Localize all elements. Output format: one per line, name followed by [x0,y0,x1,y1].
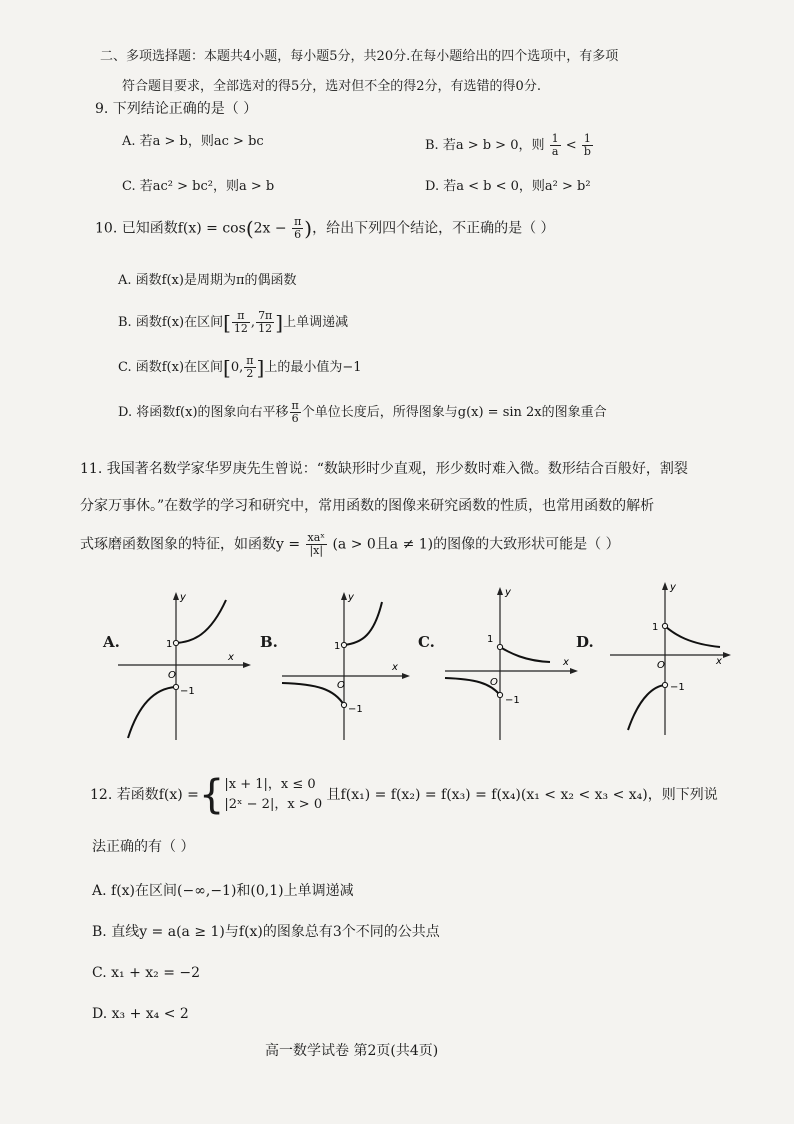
graph-c-one: 1 [487,634,494,645]
graph-a-origin: O [168,670,176,681]
graph-a-neg-one: −1 [180,686,195,697]
q12-case1: |x + 1|，x ≤ 0 [224,777,316,792]
q9-stem: 9. 下列结论正确的是（ ） [95,101,258,117]
q9-option-b-frac1: $\frac{1}{a}$ [551,132,559,158]
q9-option-b-frac2: $\frac{1}{b}$ [583,132,591,158]
q11-line3-frac: $\frac{\text{xaˣ}}{|x|}$ [307,531,325,557]
q12-stem: 12. 若函数f(x) ={ |x + 1|，x ≤ 0 |2ˣ − 2|，x > 0 且f(x₁) = f(x₂) = f(x₃) = f(x₄)(x₁ < x₂ < x₃ < x₄)，则下列说 [90,772,718,818]
page-footer: 高一数学试卷 第2页(共4页) [265,1043,439,1059]
q11-graph-c [445,585,580,749]
q12-option-c: C. x₁ + x₂ = −2 [92,965,201,981]
q9-option-a: A. 若a > b，则ac > bc [122,134,264,149]
q10-option-a: A. 函数f(x)是周期为π的偶函数 [118,273,297,288]
q9-option-b-lt: < [565,138,577,153]
q10-option-d-frac: $\frac{\pi}{6}$ [291,399,299,425]
q10-option-b: B. 函数f(x)在区间[ $\frac{\pi}{12}$ , $\frac{7\pi}{12}$ ]上单调递减 [118,309,349,335]
q12-suffix: 且f(x₁) = f(x₂) = f(x₃) = f(x₄)(x₁ < x₂ < x₃ < x₄)，则下列说 [326,787,718,803]
q9-option-b [425,133,594,158]
q12-option-a: A. f(x)在区间(−∞,−1)和(0,1)上单调递减 [92,883,354,899]
q10-option-c-frac: $\frac{\pi}{2}$ [246,354,254,380]
q12-prefix: 12. 若函数f(x) = [90,787,199,803]
q10-option-c-zero: 0, [230,360,244,375]
q11-graph-a [118,590,253,749]
q11-option-c-label: C. [418,633,435,651]
graph-a-x-label: x [228,652,234,663]
q9-option-d: D. 若a < b < 0，则a² > b² [425,179,591,194]
graph-d-x-label: x [716,656,722,667]
graph-b-origin: O [337,680,345,691]
q11-option-d-label: D. [576,633,594,651]
section-header-line1: 二、多项选择题：本题共4小题，每小题5分，共20分.在每小题给出的四个选项中，有多项 [100,49,619,64]
graph-d-origin: O [657,660,665,671]
graph-b-y-label: y [348,592,354,603]
graph-b-one: 1 [334,641,341,652]
q11-line3 [80,532,620,557]
q9-option-b-prefix: B. 若a > b > 0，则 [425,138,545,153]
q11-graph-d-svg [610,580,740,740]
graph-c-y-label: y [505,587,511,598]
graph-b-neg-one: −1 [348,704,363,715]
q12-option-d: D. x₃ + x₄ < 2 [92,1006,189,1022]
q10-option-d-prefix: D. 将函数f(x)的图象向右平移 [118,405,289,420]
section-header-line2: 符合题目要求，全部选对的得5分，选对但不全的得2分，有选错的得0分. [122,79,541,94]
graph-a-one: 1 [166,639,173,650]
q11-line1: 11. 我国著名数学家华罗庚先生曾说：“数缺形时少直观，形少数时难入微。数形结合百般好，割裂 [80,461,688,477]
graph-c-neg-one: −1 [505,695,520,706]
q11-line3-prefix: 式琢磨函数图象的特征，如函数y = [80,536,301,553]
q10-stem-suffix: ，给出下列四个结论，不正确的是（ ） [312,220,555,237]
q9-option-c: C. 若ac² > bc²，则a > b [122,179,275,194]
q10-option-b-frac1: $\frac{\pi}{12}$ [233,309,248,335]
graph-b-x-label: x [392,662,398,673]
q11-option-b-label: B. [260,633,278,651]
graph-d-y-label: y [670,582,676,593]
q10-option-b-prefix: B. 函数f(x)在区间 [118,315,224,330]
graph-d-neg-one: −1 [670,682,685,693]
q12-cases [224,775,322,815]
graph-d-one: 1 [652,622,659,633]
q10-option-c-suffix: 上的最小值为−1 [264,360,362,375]
q10-option-c-prefix: C. 函数f(x)在区间 [118,360,224,375]
q10-stem-prefix: 10. 已知函数f(x) = cos [95,220,246,237]
q10-option-b-suffix: 上单调递减 [283,315,349,330]
graph-c-origin: O [490,677,498,688]
q12-option-b: B. 直线y = a(a ≥ 1)与f(x)的图象总有3个不同的公共点 [92,924,440,940]
q12-case2: |2ˣ − 2|，x > 0 [224,797,323,812]
q12-line2: 法正确的有（ ） [92,839,195,855]
q10-stem-arg: 2x − [253,220,287,237]
q10-stem: 10. 已知函数f(x) = cos(2x − $\frac{\pi}{6}$ )，给出下列四个结论，不正确的是（ ） [95,215,555,241]
q10-option-c: C. 函数f(x)在区间[0, $\frac{\pi}{2}$ ]上的最小值为−1 [118,354,362,380]
q11-line2: 分家万事休。”在数学的学习和研究中，常用函数的图像来研究函数的性质，也常用函数的解析 [80,498,655,514]
q10-option-d-suffix: 个单位长度后，所得图象与g(x) = sin 2x的图象重合 [301,405,607,420]
q10-stem-frac: $\frac{\pi}{6}$ [294,215,302,241]
q11-graph-a-svg [118,590,253,745]
q11-graph-b [282,590,417,749]
graph-c-x-label: x [563,657,569,668]
q10-option-d [118,400,607,425]
q11-option-a-label: A. [103,633,120,651]
q11-graph-b-svg [282,590,417,745]
q11-graph-d [610,580,740,744]
q11-graph-c-svg [445,585,580,745]
q10-option-b-frac2: $\frac{7\pi}{12}$ [258,309,273,335]
q11-line3-suffix: (a > 0且a ≠ 1)的图像的大致形状可能是（ ） [332,536,620,553]
graph-a-y-label: y [180,592,186,603]
